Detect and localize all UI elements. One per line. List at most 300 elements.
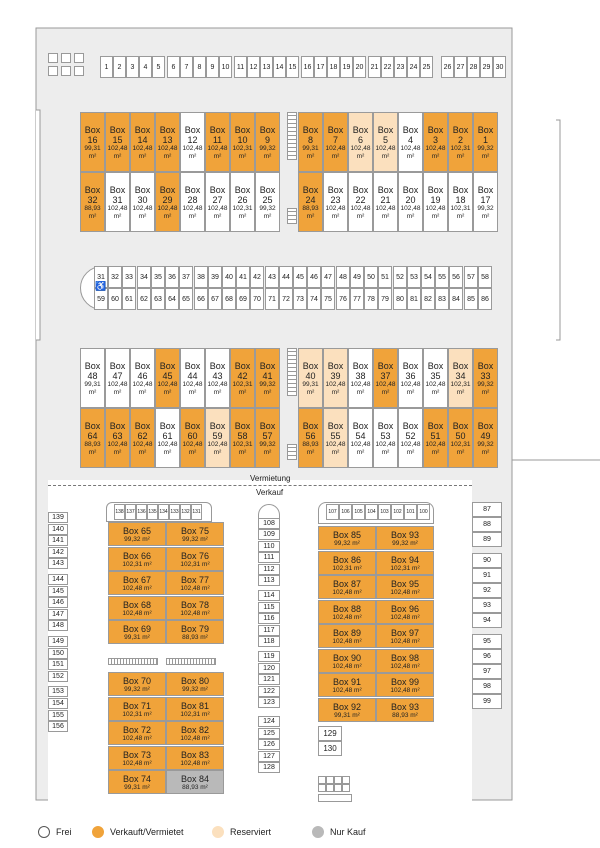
storage-box[interactable] — [473, 112, 498, 172]
box-number: 18 — [455, 195, 466, 205]
box-number: 17 — [480, 195, 491, 205]
parking-space[interactable]: 21 — [368, 56, 381, 78]
storage-box[interactable] — [80, 172, 105, 232]
parking-space[interactable]: 90 — [472, 553, 502, 568]
parking-space[interactable]: 128 — [258, 762, 280, 773]
sale-box[interactable] — [376, 600, 434, 624]
sale-box[interactable] — [376, 649, 434, 673]
box-number: 43 — [212, 371, 223, 381]
parking-space[interactable]: 149 — [48, 636, 68, 647]
sale-box[interactable] — [166, 770, 224, 794]
sale-box-name: Box 86 — [332, 554, 362, 565]
parking-space[interactable]: 28 — [467, 56, 480, 78]
parking-space[interactable]: 37 — [179, 266, 193, 288]
parking-space[interactable]: 143 — [48, 558, 68, 569]
parking-space[interactable]: 88 — [472, 517, 502, 532]
storage-box[interactable] — [323, 112, 348, 172]
parking-space[interactable]: 33 — [122, 266, 136, 288]
parking-space[interactable]: 85 — [464, 288, 478, 310]
parking-space[interactable]: 48 — [336, 266, 350, 288]
box-unit: m² — [163, 212, 172, 220]
parking-space[interactable]: 118 — [258, 636, 280, 647]
parking-space[interactable]: 61 — [122, 288, 136, 310]
sale-box[interactable] — [108, 697, 166, 721]
parking-space[interactable]: 144 — [48, 574, 68, 585]
parking-space[interactable]: 116 — [258, 613, 280, 624]
parking-space[interactable]: 79 — [378, 288, 392, 310]
parking-space[interactable]: 113 — [258, 575, 280, 586]
sale-box[interactable] — [318, 698, 376, 722]
parking-space[interactable]: 1 — [100, 56, 113, 78]
box-size: 99,32 — [259, 145, 276, 152]
storage-box[interactable] — [105, 348, 130, 408]
storage-box[interactable] — [180, 348, 205, 408]
parking-space[interactable]: 71 — [265, 288, 279, 310]
small-box[interactable]: 107 — [326, 504, 339, 520]
storage-box[interactable] — [80, 408, 105, 468]
box-unit: m² — [431, 448, 440, 456]
storage-box[interactable] — [155, 348, 180, 408]
parking-space[interactable]: 93 — [472, 598, 502, 613]
parking-space[interactable]: 77 — [350, 288, 364, 310]
parking-space[interactable]: 11 — [234, 56, 247, 78]
parking-space[interactable]: 53 — [407, 266, 421, 288]
parking-space[interactable]: 67 — [208, 288, 222, 310]
sale-box[interactable] — [318, 649, 376, 673]
parking-space[interactable]: 65 — [179, 288, 193, 310]
storage-box[interactable] — [423, 348, 448, 408]
sale-box[interactable] — [318, 526, 376, 550]
storage-box[interactable] — [473, 408, 498, 468]
storage-box[interactable] — [255, 172, 280, 232]
small-box[interactable]: 138 — [114, 504, 125, 520]
parking-space[interactable]: 34 — [137, 266, 151, 288]
parking-space[interactable]: 152 — [48, 671, 68, 682]
parking-space[interactable]: 14 — [273, 56, 286, 78]
sale-box[interactable] — [376, 575, 434, 599]
parking-space[interactable]: 15 — [286, 56, 299, 78]
storage-box[interactable] — [348, 348, 373, 408]
sale-box-name: Box 70 — [122, 676, 152, 686]
storage-box[interactable] — [230, 348, 255, 408]
small-box[interactable]: 134 — [158, 504, 169, 520]
storage-box[interactable] — [230, 172, 255, 232]
storage-box[interactable] — [348, 172, 373, 232]
parking-space[interactable]: 6 — [167, 56, 180, 78]
parking-space[interactable]: 123 — [258, 697, 280, 708]
parking-space[interactable]: 115 — [258, 602, 280, 613]
storage-box[interactable] — [373, 112, 398, 172]
sale-box[interactable] — [166, 596, 224, 620]
sale-box[interactable] — [318, 624, 376, 648]
sale-box[interactable] — [318, 575, 376, 599]
parking-space[interactable]: 4 — [139, 56, 152, 78]
storage-box[interactable] — [155, 112, 180, 172]
parking-space[interactable]: 80 — [393, 288, 407, 310]
parking-space[interactable]: 27 — [454, 56, 467, 78]
parking-space[interactable]: 146 — [48, 597, 68, 608]
parking-space[interactable]: 51 — [378, 266, 392, 288]
box-number: 16 — [87, 135, 98, 145]
parking-space[interactable]: 45 — [293, 266, 307, 288]
parking-space[interactable]: 111 — [258, 552, 280, 563]
sale-box-size: 99,32 m² — [334, 540, 360, 547]
small-box[interactable]: 133 — [169, 504, 180, 520]
parking-space[interactable]: 92 — [472, 583, 502, 598]
sale-box[interactable] — [166, 547, 224, 571]
parking-space[interactable]: 29 — [480, 56, 493, 78]
parking-space[interactable]: 49 — [350, 266, 364, 288]
box-label: Box — [377, 361, 394, 371]
box-number: 13 — [162, 135, 173, 145]
parking-space[interactable]: 66 — [194, 288, 208, 310]
box-size: 99,32 — [259, 381, 276, 388]
parking-space[interactable]: 47 — [321, 266, 335, 288]
storage-box[interactable] — [473, 172, 498, 232]
storage-box[interactable] — [373, 408, 398, 468]
parking-space[interactable]: 40 — [222, 266, 236, 288]
parking-space[interactable]: 145 — [48, 586, 68, 597]
legend-free-swatch — [38, 826, 50, 838]
small-box[interactable]: 136 — [136, 504, 147, 520]
parking-space[interactable]: 31 — [94, 266, 108, 288]
sale-box-size: 102,31 m² — [122, 710, 152, 718]
small-box[interactable]: 102 — [391, 504, 404, 520]
box-unit: m² — [306, 212, 315, 220]
parking-space[interactable]: 94 — [472, 613, 502, 628]
sale-box[interactable] — [166, 746, 224, 770]
storage-box[interactable] — [398, 408, 423, 468]
small-box[interactable]: 137 — [125, 504, 136, 520]
parking-space[interactable]: 117 — [258, 625, 280, 636]
parking-space[interactable]: 7 — [180, 56, 193, 78]
storage-box[interactable] — [255, 348, 280, 408]
parking-space[interactable]: 82 — [421, 288, 435, 310]
parking-space[interactable]: 86 — [478, 288, 492, 310]
parking-space[interactable]: 73 — [293, 288, 307, 310]
parking-space[interactable]: 122 — [258, 686, 280, 697]
parking-space[interactable]: 25 — [420, 56, 433, 78]
parking-space[interactable]: 56 — [449, 266, 463, 288]
parking-space[interactable]: 23 — [394, 56, 407, 78]
storage-box[interactable] — [398, 112, 423, 172]
parking-space[interactable]: 84 — [449, 288, 463, 310]
parking-space[interactable]: 141 — [48, 535, 68, 546]
sale-box[interactable] — [318, 600, 376, 624]
box-number: 15 — [112, 135, 123, 145]
parking-space[interactable]: 3 — [126, 56, 139, 78]
small-box[interactable]: 135 — [147, 504, 158, 520]
box-label: Box — [234, 361, 251, 371]
storage-box[interactable] — [448, 172, 473, 232]
parking-space[interactable]: 140 — [48, 524, 68, 535]
parking-space[interactable]: 125 — [258, 728, 280, 739]
storage-box[interactable] — [255, 408, 280, 468]
storage-box[interactable] — [230, 112, 255, 172]
small-box[interactable]: 103 — [378, 504, 391, 520]
parking-space[interactable]: 120 — [258, 663, 280, 674]
parking-space[interactable]: 50 — [364, 266, 378, 288]
parking-space[interactable]: 24 — [407, 56, 420, 78]
sale-box-name: Box 69 — [122, 624, 152, 634]
sale-box-size: 99,32 m² — [182, 686, 208, 693]
storage-box[interactable] — [323, 348, 348, 408]
parking-space[interactable]: 154 — [48, 698, 68, 709]
parking-space[interactable]: 83 — [435, 288, 449, 310]
sale-box[interactable] — [376, 698, 434, 722]
parking-space[interactable]: 46 — [307, 266, 321, 288]
storage-box[interactable] — [105, 112, 130, 172]
parking-space[interactable]: 36 — [165, 266, 179, 288]
parking-space[interactable]: 8 — [193, 56, 206, 78]
storage-box[interactable] — [130, 408, 155, 468]
sale-box[interactable] — [108, 672, 166, 696]
parking-space[interactable]: 60 — [108, 288, 122, 310]
box-size: 102,31 — [232, 441, 253, 448]
sale-box[interactable] — [376, 624, 434, 648]
box-unit: m² — [88, 212, 97, 220]
parking-space[interactable]: 126 — [258, 739, 280, 750]
parking-space[interactable]: 110 — [258, 541, 280, 552]
storage-box[interactable] — [448, 112, 473, 172]
small-box[interactable]: 104 — [365, 504, 378, 520]
small-box[interactable]: 101 — [404, 504, 417, 520]
parking-space[interactable]: 147 — [48, 609, 68, 620]
parking-space[interactable]: 52 — [393, 266, 407, 288]
box-size: 99,32 — [259, 441, 276, 448]
sale-box[interactable] — [108, 620, 166, 644]
parking-space[interactable]: 17 — [314, 56, 327, 78]
sale-box[interactable] — [166, 620, 224, 644]
parking-space[interactable]: 63 — [151, 288, 165, 310]
storage-box[interactable] — [373, 172, 398, 232]
parking-space[interactable]: 43 — [265, 266, 279, 288]
storage-locker — [74, 53, 84, 63]
parking-space[interactable]: 121 — [258, 674, 280, 685]
sale-box[interactable] — [376, 526, 434, 550]
parking-space[interactable]: 97 — [472, 664, 502, 679]
parking-space[interactable]: 74 — [307, 288, 321, 310]
sale-box[interactable] — [108, 596, 166, 620]
storage-box[interactable] — [180, 172, 205, 232]
box-size: 88,93 — [302, 441, 319, 448]
parking-space[interactable]: 2 — [113, 56, 126, 78]
storage-box[interactable] — [130, 112, 155, 172]
storage-box[interactable] — [105, 408, 130, 468]
storage-box[interactable] — [205, 408, 230, 468]
sale-box[interactable] — [108, 522, 166, 546]
storage-box[interactable] — [130, 348, 155, 408]
parking-space[interactable]: 81 — [407, 288, 421, 310]
parking-space[interactable]: 148 — [48, 620, 68, 631]
sale-box[interactable] — [166, 721, 224, 745]
small-box[interactable]: 106 — [339, 504, 352, 520]
parking-space[interactable]: 10 — [219, 56, 232, 78]
parking-space[interactable]: 35 — [151, 266, 165, 288]
parking-space[interactable]: 119 — [258, 651, 280, 662]
sale-box[interactable] — [108, 746, 166, 770]
storage-box[interactable] — [298, 348, 323, 408]
storage-box[interactable] — [155, 408, 180, 468]
box-number: 10 — [237, 135, 248, 145]
parking-space[interactable]: 156 — [48, 721, 68, 732]
parking-space[interactable]: 72 — [279, 288, 293, 310]
box-unit: m² — [113, 152, 122, 160]
sale-box[interactable] — [108, 547, 166, 571]
storage-box[interactable] — [205, 348, 230, 408]
storage-box[interactable] — [255, 112, 280, 172]
parking-space[interactable]: 54 — [421, 266, 435, 288]
parking-space[interactable]: 130 — [318, 741, 342, 756]
sale-box[interactable] — [108, 721, 166, 745]
sale-box[interactable] — [376, 551, 434, 575]
storage-box[interactable] — [155, 172, 180, 232]
storage-locker — [48, 66, 58, 76]
parking-space[interactable]: 112 — [258, 564, 280, 575]
storage-box[interactable] — [398, 172, 423, 232]
storage-box[interactable] — [298, 112, 323, 172]
parking-space[interactable]: 38 — [194, 266, 208, 288]
parking-space[interactable]: 87 — [472, 502, 502, 517]
parking-space[interactable]: 62 — [137, 288, 151, 310]
parking-space[interactable]: 26 — [441, 56, 454, 78]
parking-space[interactable]: 42 — [250, 266, 264, 288]
storage-box[interactable] — [348, 112, 373, 172]
storage-box[interactable] — [423, 408, 448, 468]
parking-space[interactable]: 22 — [381, 56, 394, 78]
box-label: Box — [427, 125, 444, 135]
storage-box[interactable] — [423, 112, 448, 172]
legend-reserved-swatch — [212, 826, 224, 838]
storage-box[interactable] — [130, 172, 155, 232]
small-box[interactable]: 131 — [191, 504, 202, 520]
box-size: 102,48 — [400, 205, 421, 212]
sale-box[interactable] — [166, 522, 224, 546]
sale-box[interactable] — [166, 697, 224, 721]
parking-space[interactable]: 13 — [260, 56, 273, 78]
storage-box[interactable] — [448, 348, 473, 408]
parking-space[interactable]: 55 — [435, 266, 449, 288]
storage-locker — [318, 776, 326, 784]
storage-box[interactable] — [205, 112, 230, 172]
sale-box-size: 102,48 m² — [390, 662, 420, 670]
sale-box-name: Box 92 — [332, 701, 362, 712]
parking-space[interactable]: 20 — [353, 56, 366, 78]
sale-box-size: 102,48 m² — [332, 589, 362, 596]
storage-box[interactable] — [348, 408, 373, 468]
sale-box-size: 102,31 m² — [332, 564, 362, 572]
small-box[interactable]: 105 — [352, 504, 365, 520]
parking-space[interactable]: 78 — [364, 288, 378, 310]
parking-space[interactable]: 69 — [236, 288, 250, 310]
parking-space[interactable]: 124 — [258, 716, 280, 727]
parking-space[interactable]: 98 — [472, 679, 502, 694]
parking-space[interactable]: 70 — [250, 288, 264, 310]
parking-space[interactable]: 151 — [48, 659, 68, 670]
parking-space[interactable]: 57 — [464, 266, 478, 288]
storage-box[interactable] — [423, 172, 448, 232]
sale-box[interactable] — [108, 770, 166, 794]
parking-space[interactable]: 44 — [279, 266, 293, 288]
parking-space[interactable]: 155 — [48, 710, 68, 721]
storage-box[interactable] — [448, 408, 473, 468]
box-unit: m² — [481, 448, 490, 456]
parking-space[interactable]: 139 — [48, 512, 68, 523]
storage-box[interactable] — [80, 348, 105, 408]
parking-space[interactable]: 68 — [222, 288, 236, 310]
parking-space[interactable]: 58 — [478, 266, 492, 288]
storage-box[interactable] — [373, 348, 398, 408]
parking-space[interactable]: 59 — [94, 288, 108, 310]
box-unit: m² — [456, 448, 465, 456]
parking-space[interactable]: 129 — [318, 726, 342, 741]
parking-space[interactable]: 18 — [327, 56, 340, 78]
storage-box[interactable] — [298, 172, 323, 232]
box-label: Box — [352, 125, 369, 135]
parking-space[interactable]: 108 — [258, 518, 280, 529]
parking-space[interactable]: 150 — [48, 648, 68, 659]
parking-space[interactable]: 30 — [493, 56, 506, 78]
parking-space[interactable]: 9 — [206, 56, 219, 78]
storage-box[interactable] — [323, 172, 348, 232]
parking-space[interactable]: 19 — [340, 56, 353, 78]
parking-space[interactable]: 12 — [247, 56, 260, 78]
storage-box[interactable] — [180, 408, 205, 468]
sale-box[interactable] — [318, 551, 376, 575]
storage-box[interactable] — [398, 348, 423, 408]
storage-box[interactable] — [230, 408, 255, 468]
box-unit: m² — [431, 388, 440, 396]
storage-box[interactable] — [473, 348, 498, 408]
storage-box[interactable] — [180, 112, 205, 172]
parking-space[interactable]: 76 — [336, 288, 350, 310]
parking-space[interactable]: 109 — [258, 529, 280, 540]
storage-box[interactable] — [298, 408, 323, 468]
parking-space[interactable]: 95 — [472, 634, 502, 649]
parking-space[interactable]: 153 — [48, 686, 68, 697]
box-label: Box — [327, 421, 344, 431]
parking-space[interactable]: 127 — [258, 751, 280, 762]
parking-space[interactable]: 91 — [472, 568, 502, 583]
sale-box[interactable] — [166, 672, 224, 696]
parking-space[interactable]: 75 — [321, 288, 335, 310]
parking-space[interactable]: 16 — [301, 56, 314, 78]
storage-box[interactable] — [105, 172, 130, 232]
parking-space[interactable]: 5 — [152, 56, 165, 78]
small-box[interactable]: 100 — [417, 504, 430, 520]
parking-space[interactable]: 32 — [108, 266, 122, 288]
sale-box[interactable] — [376, 673, 434, 697]
small-box[interactable]: 132 — [180, 504, 191, 520]
box-size: 102,48 — [132, 441, 153, 448]
parking-space[interactable]: 142 — [48, 547, 68, 558]
storage-box[interactable] — [205, 172, 230, 232]
parking-space[interactable]: 39 — [208, 266, 222, 288]
storage-box[interactable] — [80, 112, 105, 172]
parking-space[interactable]: 41 — [236, 266, 250, 288]
storage-box[interactable] — [323, 408, 348, 468]
box-unit: m² — [431, 212, 440, 220]
sale-box[interactable] — [166, 571, 224, 595]
parking-space[interactable]: 89 — [472, 532, 502, 547]
sale-box[interactable] — [318, 673, 376, 697]
parking-space[interactable]: 64 — [165, 288, 179, 310]
parking-space[interactable]: 99 — [472, 694, 502, 709]
box-size: 102,48 — [132, 145, 153, 152]
parking-space[interactable]: 96 — [472, 649, 502, 664]
sale-box[interactable] — [108, 571, 166, 595]
parking-space[interactable]: 114 — [258, 590, 280, 601]
